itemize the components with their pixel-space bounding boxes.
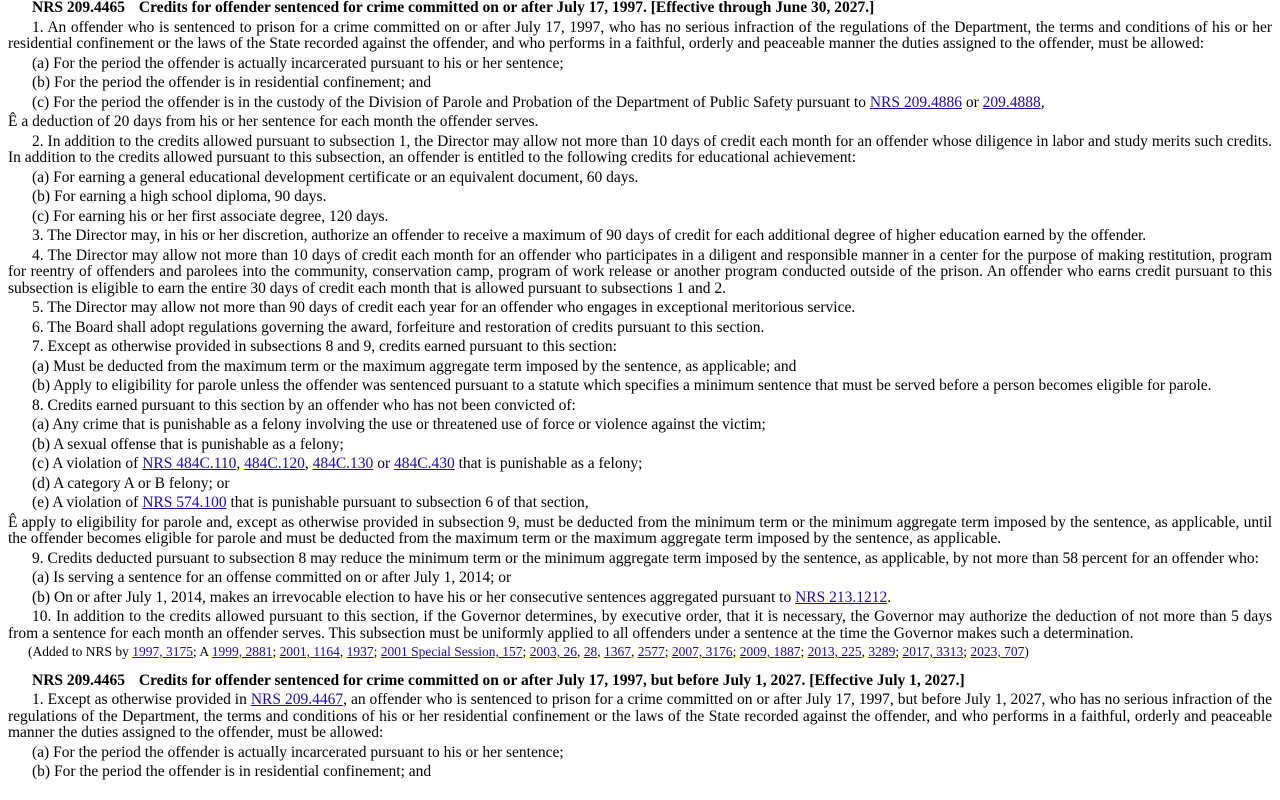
history-citation-link[interactable]: 2001, 1164 [279,644,340,659]
history-separator: ; [895,644,903,659]
subsection-8-tail: Ê apply to eligibility for parole and, except as otherwise provided in subsection 9, must be deducted from the minimum term or the minimum aggregate term imposed by the sentence, as applicable, until the offender becomes eligible for parole and must be deducted from the maximum term or the maximum aggregate term imposed by the sentence, as applicable. [8,513,1272,547]
history-citation-link[interactable]: 2003, 26 [529,644,577,659]
history-separator: ; [800,644,808,659]
history-citation-link[interactable]: 1999, 2881 [211,644,273,659]
paragraph-text: , an offender who is sentenced to prison for a crime committed on or after July 17, 1997, but before July 1, 2027, who has no serious infraction of the regulations of the Department, the terms and conditions of his or her residential confinement or the laws of the State recorded against the offender, and who performs in a faithful, orderly and peaceable manner the duties assigned to the offender, must be allowed: [8,691,1273,741]
history-links [132,644,1024,659]
history-text: (Added to NRS by [28,644,133,659]
history-citation-link[interactable]: 2009, 1887 [739,644,801,659]
subsection-8: 8. Credits earned pursuant to this section by an offender who has not been convicted of: [32,396,576,414]
subsection-7: 7. Except as otherwise provided in subsections 8 and 9, credits earned pursuant to this section: [32,338,617,355]
paragraph-text: 1. Except as otherwise provided in [32,691,251,708]
section-number: NRS 209.4465 [32,0,126,16]
paragraph-8a: (a) Any crime that is punishable as a felony involving the use or threatened use of force or violence against the victim; [32,416,766,433]
paragraph-9a: (a) Is serving a sentence for an offense committed on or after July 1, 2014; or [32,569,512,586]
subsection-1: 1. An offender who is sentenced to prison for a crime committed on or after July 17, 1997, who has no serious infraction of the regulations of the Department, the terms and conditions of his or her residential confinement or the laws of the State recorded against the offender, and who performs in a faithful, orderly and peaceable manner the duties assigned to the offender, must be allowed: [8,18,1272,52]
nrs-link[interactable]: NRS 484C.110 [142,455,237,472]
nrs-link[interactable]: NRS 209.4886 [869,93,962,111]
subsection-5: 5. The Director may allow not more than 90 days of credit each year for an offender who engages in exceptional meritorious service. [32,299,856,316]
paragraph-text: or [373,455,394,472]
history-citation-link[interactable]: 1937 [346,644,374,659]
subsection-9: 9. Credits deducted pursuant to subsection 8 may reduce the minimum term or the minimum aggregate term imposed by the sentence, as applicable, by not more than 58 percent for an offender who: [32,549,1259,567]
subsection-10: 10. In addition to the credits allowed pursuant to this section, if the Governor determines, by executive order, that it is necessary, the Governor may authorize the deduction of not more than 5 days from a sentence for each month an offender serves. This subsection must be uniformly applied to all offenders under a sentence at the time the Governor makes such a determination. [8,608,1272,642]
history-citation-link[interactable]: 2017, 3313 [902,644,964,659]
subsection-1-tail: Ê a deduction of 20 days from his or her sentence for each month the offender serves. [8,113,539,130]
paragraph-9b [8,590,1272,607]
paragraph-text: , [1040,93,1045,111]
section-heading [8,0,1272,17]
nrs-link[interactable]: 484C.120 [244,455,305,472]
history-separator: ; [732,644,740,659]
history-separator: ; [963,644,971,659]
subsection-4: 4. The Director may allow not more than 10 days of credit each month for an offender who participates in a diligent and responsible manner in a center for the purpose of making restitution, program for reentry of offenders and parolees into the community, conservation camp, program of work release or another program conducted outside of the prison. An offender who earns credit pursuant to this subsection is eligible to earn the entire 30 days of credit each month that is allowed pursuant to subsections 1 and 2. [8,246,1272,297]
history-separator: ; [522,644,530,659]
nrs-link[interactable]: NRS 574.100 [142,494,227,511]
paragraph-text: , [304,455,313,472]
subsection-1 [8,692,1272,742]
paragraph-text: (b) On or after July 1, 2014, makes an irrevocable election to have his or her consecutive sentences aggregated pursuant to [32,588,796,606]
paragraph-8b: (b) A sexual offense that is punishable as a felony; [32,435,344,453]
section-number: NRS 209.4465 [32,671,126,689]
paragraph-1b: (b) For the period the offender is in residential confinement; and [32,763,432,780]
history-separator: ; [272,644,280,659]
history-citation-link[interactable]: 3289 [868,644,896,659]
history-citation-link[interactable]: 2013, 225 [807,644,862,659]
paragraph-text: (c) For the period the offender is in the custody of the Division of Parole and Probation of the Department of Public Safety pursuant to [32,93,870,111]
paragraph-1a: (a) For the period the offender is actually incarcerated pursuant to his or her sentence; [32,54,564,72]
subsection-6: 6. The Board shall adopt regulations governing the award, forfeiture and restoration of credits pursuant to this section. [32,318,765,336]
paragraph-2a: (a) For earning a general educational development certificate or an equivalent document, 60 days. [32,168,639,186]
paragraph-text: or [961,93,983,111]
paragraph-2c: (c) For earning his or her first associate degree, 120 days. [32,207,389,225]
section-title: Credits for offender sentenced for crime committed on or after July 17, 1997. [Effective through June 30, 2027.] [138,0,875,16]
paragraph-text: (c) A violation of [32,455,143,472]
paragraph-1c [8,95,1272,112]
paragraph-8c [8,456,1272,473]
paragraph-1b: (b) For the period the offender is in residential confinement; and [32,74,432,91]
section-heading [8,673,1272,690]
nrs-link[interactable]: NRS 213.1212 [795,588,888,606]
history-citation-link[interactable]: 2001 Special Session, 157 [380,644,523,659]
paragraph-7b: (b) Apply to eligibility for parole unless the offender was sentenced pursuant to a statute which specifies a minimum sentence that must be served before a person becomes eligible for parole. [32,377,1212,394]
paragraph-8e [8,495,1272,512]
paragraph-text: that is punishable as a felony; [454,455,643,472]
subsection-2: 2. In addition to the credits allowed pursuant to subsection 1, the Director may allow not more than 10 days of credit each month for an offender whose diligence in labor and study merits such credits. In addition to the credits allowed pursuant to this subsection, an offender is entitled to the following credits for educational achievement: [8,132,1272,166]
history-separator: ; [373,644,381,659]
paragraph-1a: (a) For the period the offender is actually incarcerated pursuant to his or her sentence; [32,743,564,761]
paragraph-text: (e) A violation of [32,494,143,511]
history-separator: , [339,644,347,659]
subsection-3: 3. The Director may, in his or her discretion, authorize an offender to receive a maximum of 90 days of credit for each additional degree of higher education earned by the offender. [32,227,1147,244]
paragraph-8d: (d) A category A or B felony; or [32,474,230,492]
history-separator: , [630,644,638,659]
history-separator: , [576,644,584,659]
history-separator: ; A [193,644,212,659]
history-text: ) [1024,644,1029,659]
history-citation-link[interactable]: 1997, 3175 [132,644,193,659]
history-citation-link[interactable]: 28 [583,644,598,659]
nrs-link[interactable]: 484C.130 [312,455,374,472]
paragraph-2b: (b) For earning a high school diploma, 90 days. [32,188,327,205]
paragraph-7a: (a) Must be deducted from the maximum term or the maximum aggregate term imposed by the sentence, as applicable; and [32,357,797,375]
history-separator: ; [664,644,672,659]
history-citation-link[interactable]: 1367 [603,644,631,659]
nrs-link[interactable]: 484C.430 [393,455,455,472]
nrs-link[interactable]: 209.4888 [982,93,1041,111]
paragraph-text: that is punishable pursuant to subsection 6 of that section, [226,494,589,511]
section-title: Credits for offender sentenced for crime committed on or after July 17, 1997, but before July 1, 2027. [Effective July 1, 2027.] [138,671,965,689]
paragraph-text: . [887,588,892,606]
legislative-history [8,644,1272,661]
history-citation-link[interactable]: 2007, 3176 [671,644,733,659]
paragraph-text: , [236,455,245,472]
history-separator: , [861,644,869,659]
history-separator: , [597,644,604,659]
history-citation-link[interactable]: 2577 [637,644,665,659]
nrs-link[interactable]: NRS 209.4467 [250,691,344,708]
history-citation-link[interactable]: 2023, 707 [970,644,1025,659]
